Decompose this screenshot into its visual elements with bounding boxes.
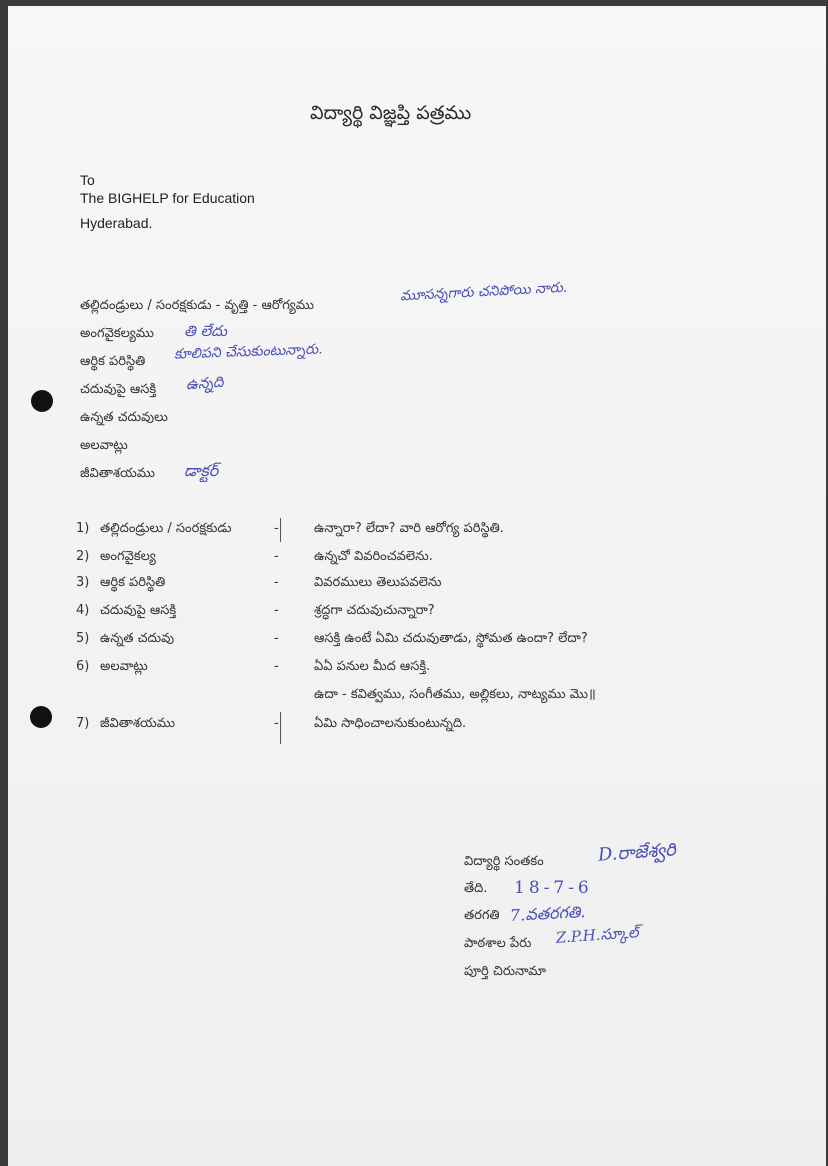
- document-sheet: [8, 6, 826, 1166]
- punch-hole-bottom: [30, 706, 52, 728]
- field-label-ambition: జీవితాశయము: [80, 466, 155, 481]
- address-to: To: [80, 172, 95, 188]
- instruction-text: వివరములు తెలుపవలెను: [314, 575, 442, 590]
- instruction-label: జీవితాశయము: [100, 716, 175, 731]
- school-label: పాఠశాల పేరు: [464, 936, 532, 951]
- instruction-dash: -: [274, 603, 279, 618]
- field-value-parents: మూసన్నగారు చనిపోయి నారు.: [399, 279, 568, 305]
- field-label-interest: చదువుపై ఆసక్తి: [80, 382, 157, 397]
- field-label-parents: తల్లిదండ్రులు / సంరక్షకుడు - వృత్తి - ఆరోగ్యము: [80, 298, 314, 313]
- field-label-higher-studies: ఉన్నత చదువులు: [80, 410, 168, 425]
- class-value: 7.వతరగతి.: [509, 902, 586, 925]
- date-value: 18-7-6: [514, 878, 593, 898]
- instruction-label: ఉన్నత చదువు: [100, 631, 175, 646]
- instruction-text: ఏమి సాధించాలనుకుంటున్నది.: [314, 716, 467, 731]
- instruction-text: శ్రద్ధగా చదువుచున్నారా?: [314, 603, 435, 618]
- field-value-financial: కూలిపని చేసుకుంటున్నారు.: [173, 341, 323, 363]
- instruction-label: తల్లిదండ్రులు / సంరక్షకుడు: [100, 521, 232, 536]
- field-value-ambition: డాక్టర్: [184, 461, 219, 480]
- address-city: Hyderabad.: [80, 215, 153, 231]
- instruction-num: 3): [76, 575, 90, 590]
- field-label-financial: ఆర్థిక పరిస్థితి: [80, 354, 146, 369]
- school-value: Z.P.H.స్కూల్: [555, 923, 640, 947]
- field-label-disability: అంగవైకల్యము: [80, 326, 155, 341]
- signature-value: D.రాజేశ్వరి: [597, 839, 677, 866]
- class-label: తరగతి: [464, 908, 500, 923]
- instruction-text: ఉన్నారా? లేదా? వారి ఆరోగ్య పరిస్థితి.: [314, 521, 504, 536]
- instruction-dash: -: [274, 549, 279, 564]
- instruction-label: ఆర్థిక పరిస్థితి: [100, 575, 166, 590]
- instruction-dash: -: [274, 521, 279, 536]
- instruction-dash: -: [274, 716, 279, 731]
- field-label-habits: అలవాట్లు: [80, 438, 128, 453]
- instruction-text: ఏఏ పనుల మీద ఆసక్తి.: [314, 659, 431, 674]
- address-org: The BIGHELP for Education: [80, 190, 255, 206]
- instruction-dash: -: [274, 575, 279, 590]
- instruction-text: ఆసక్తి ఉంటే ఏమి చదువుతాడు, స్థోమత ఉందా? లేదా?: [314, 631, 588, 646]
- instruction-num: 4): [76, 603, 90, 618]
- column-divider: [280, 712, 281, 744]
- page-title: విద్యార్థి విజ్ఞప్తి పత్రము: [310, 102, 472, 124]
- instruction-num: 7): [76, 716, 90, 731]
- instruction-text: ఉన్నచో వివరించవలెను.: [314, 549, 433, 564]
- instruction-text: ఉదా - కవిత్వము, సంగీతము, అల్లికలు, నాట్యము మొ॥: [314, 687, 596, 702]
- punch-hole-top: [31, 390, 53, 412]
- date-label: తేది.: [464, 881, 488, 896]
- instruction-dash: -: [274, 631, 279, 646]
- instruction-label: అలవాట్లు: [100, 659, 148, 674]
- column-divider: [280, 518, 281, 542]
- instruction-num: 2): [76, 549, 90, 564]
- instruction-label: చదువుపై ఆసక్తి: [100, 603, 177, 618]
- instruction-label: అంగవైకల్య: [100, 549, 156, 564]
- field-value-interest: ఉన్నది: [185, 372, 224, 394]
- instruction-dash: -: [274, 659, 279, 674]
- signature-label: విద్యార్థి సంతకం: [464, 854, 544, 869]
- instruction-num: 1): [76, 521, 90, 536]
- field-value-disability: తి లేదు: [184, 322, 227, 340]
- address-label: పూర్తి చిరునామా: [464, 964, 547, 979]
- instruction-num: 5): [76, 631, 90, 646]
- instruction-num: 6): [76, 659, 90, 674]
